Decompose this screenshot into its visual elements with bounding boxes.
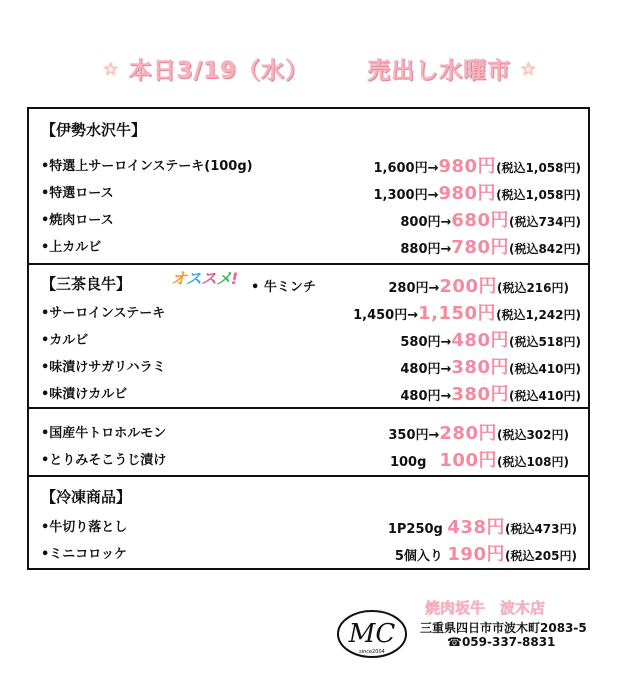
divider (29, 263, 588, 265)
list-item: •特選ロース 1,300円→980円(税込1,058円) (41, 183, 581, 204)
item-gyuminchi: • 牛ミンチ (251, 280, 316, 295)
list-item: •上カルビ 880円→780円(税込842円) (41, 237, 581, 258)
title-sale: 売出し水曜市 (367, 58, 512, 84)
section-title-sancha: 【三茶良牛】 (41, 275, 132, 293)
logo-sub: since2004 (359, 649, 385, 655)
star-icon: ☆ (520, 59, 538, 80)
divider (29, 475, 588, 477)
divider (29, 407, 588, 409)
shop-address: 三重県四日市市波木町2083-5 (420, 621, 587, 635)
star-icon: ☆ (102, 59, 120, 80)
list-item: •カルビ 580円→480円(税込518円) (41, 330, 581, 351)
list-item: •味漬けサガリハラミ 480円→380円(税込410円) (41, 357, 581, 378)
shop-tel: ☎059-337-8831 (447, 635, 556, 649)
list-item: •サーロインステーキ 1,450円→1,150円(税込1,242円) (41, 303, 581, 324)
list-item: •特選上サーロインステーキ(100g) 1,600円→980円(税込1,058円) (41, 156, 581, 177)
shop-logo (336, 609, 408, 659)
list-item: •とりみそこうじ漬け 100g 100円(税込108円) (41, 450, 569, 471)
list-item: •牛切り落とし 1P250g 438円(税込473円) (41, 517, 577, 538)
recommend-badge: オススメ! (171, 269, 238, 288)
title-date: 本日3/19（水） (128, 58, 310, 84)
list-item: •焼肉ロース 800円→680円(税込734円) (41, 210, 581, 231)
section-title-frozen: 【冷凍商品】 (41, 488, 132, 506)
price-board (27, 107, 590, 570)
section-title-row-sancha: 【三茶良牛】 オススメ! • 牛ミンチ 280円→200円(税込216円) (41, 272, 581, 294)
logo-text: MC (348, 619, 396, 649)
page-title (0, 52, 640, 85)
list-item: •味漬けカルビ 480円→380円(税込410円) (41, 384, 581, 405)
shop-name: 焼肉坂牛 波木店 (425, 599, 546, 617)
section-title-ise: 【伊勢水沢牛】 (41, 121, 147, 139)
list-item: •国産牛トロホルモン 350円→280円(税込302円) (41, 423, 569, 444)
list-item: •ミニコロッケ 5個入り 190円(税込205円) (41, 544, 577, 565)
